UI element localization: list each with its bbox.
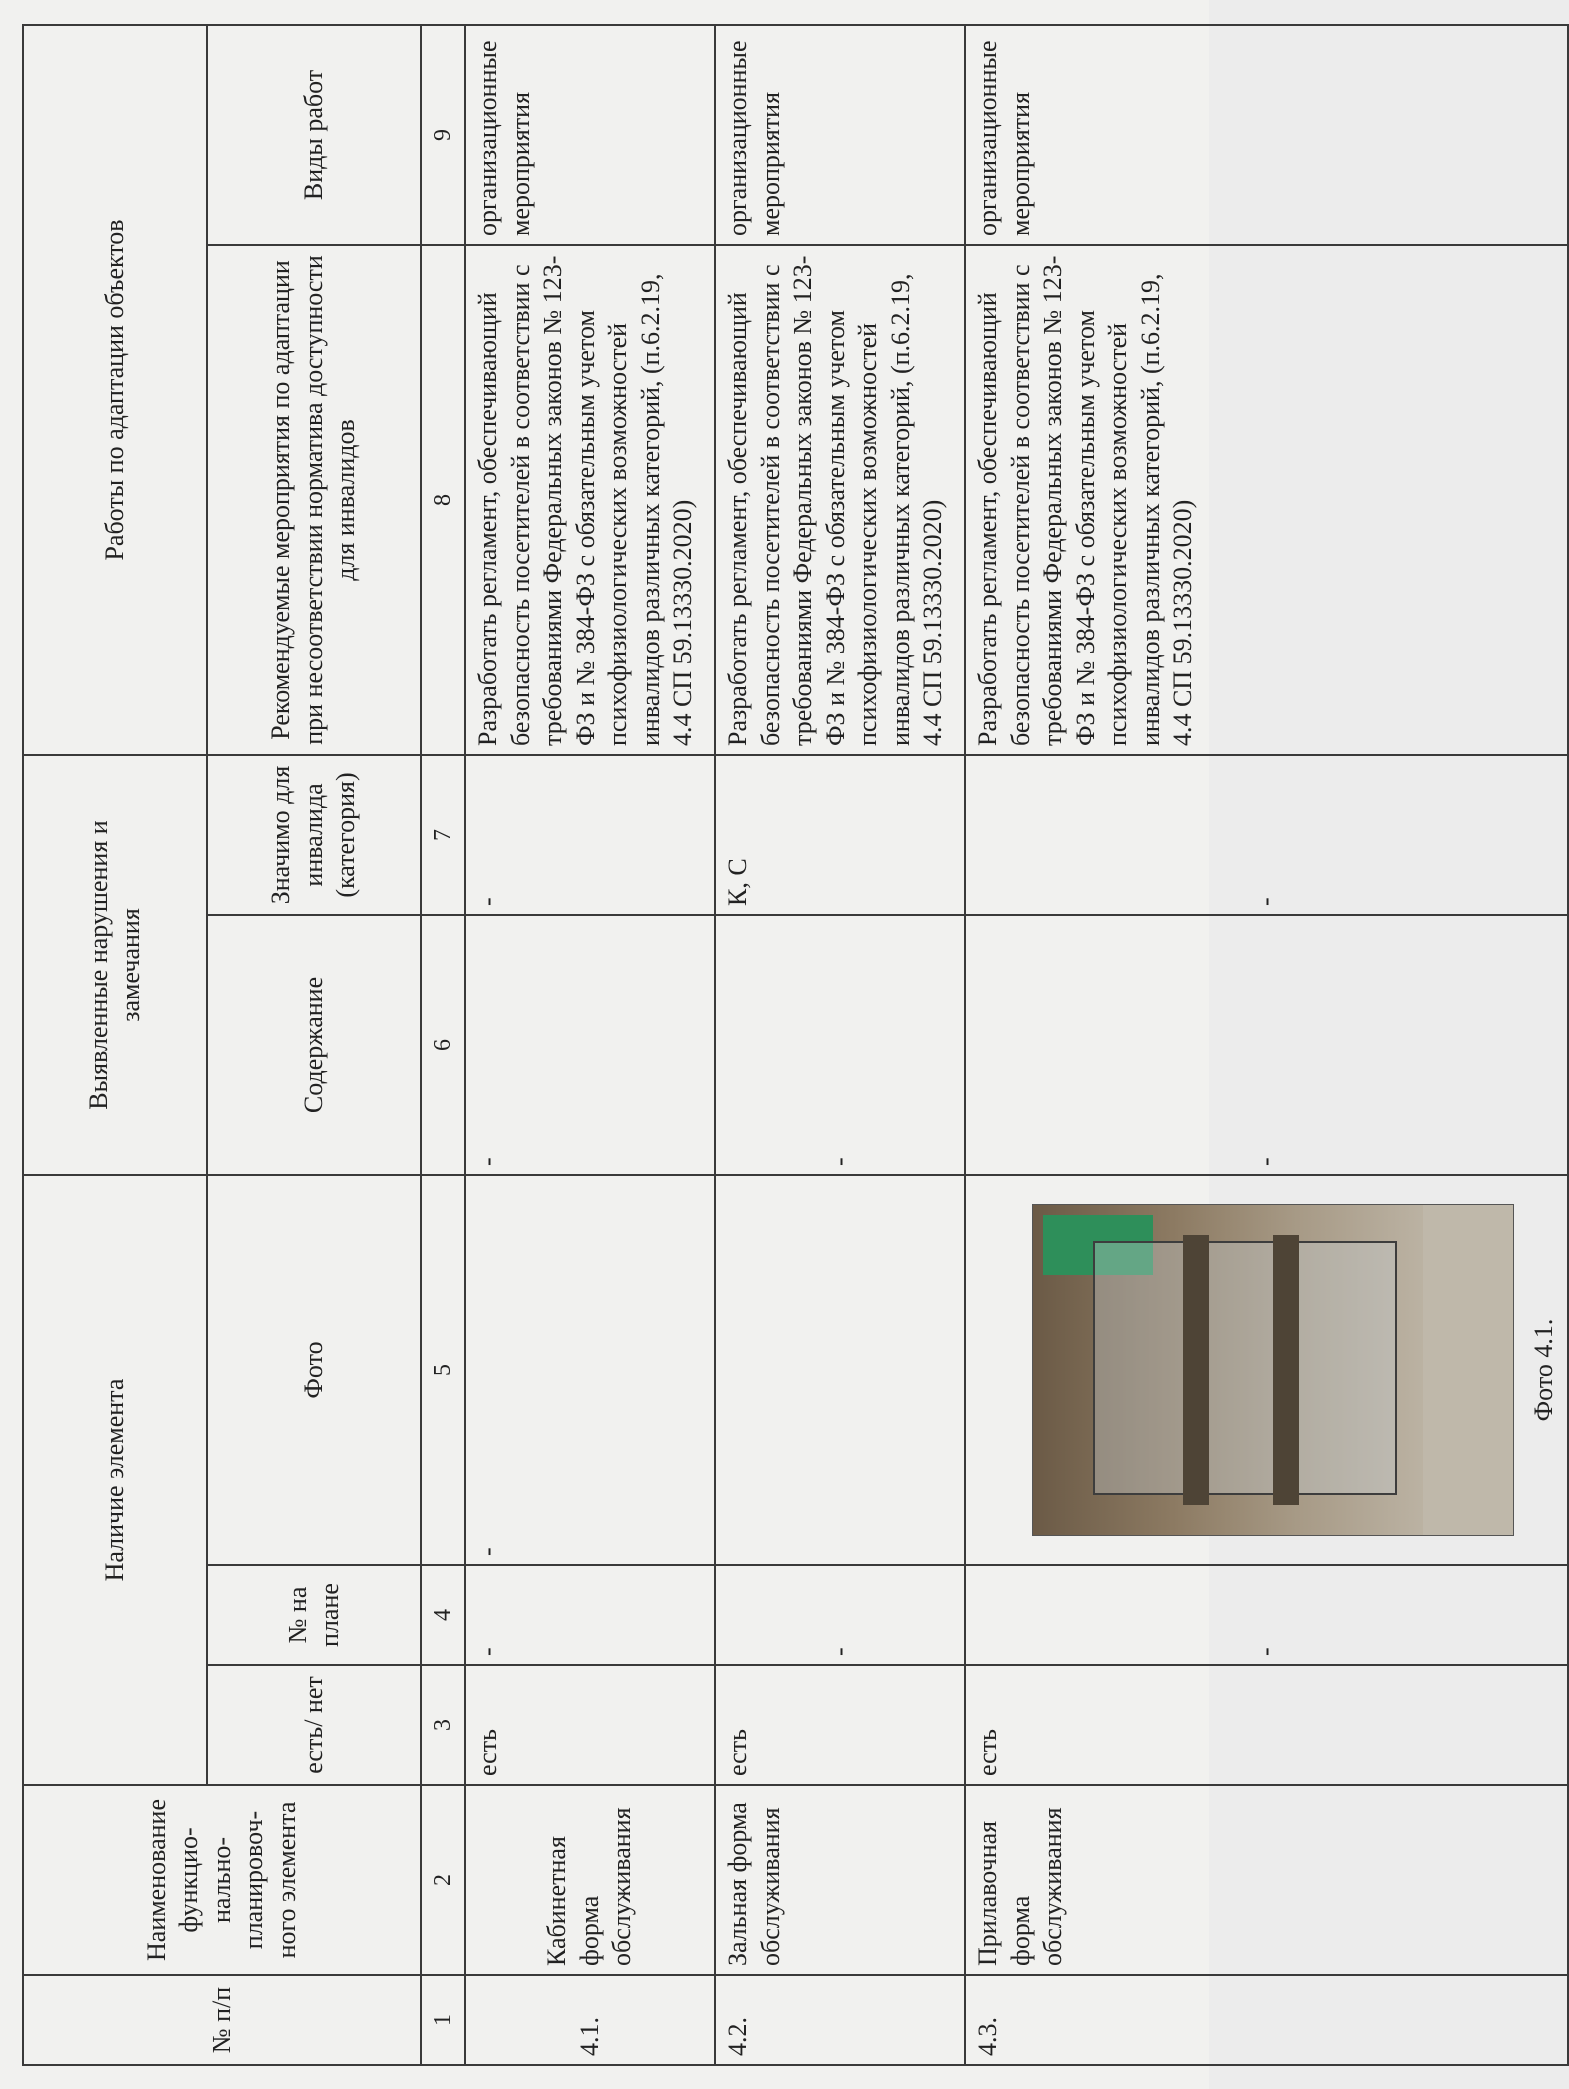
photo-detail	[1183, 1235, 1209, 1505]
photo-detail	[1273, 1235, 1299, 1505]
header-photo: Фото	[207, 1175, 421, 1565]
table-row	[965, 25, 1568, 2065]
column-number: 6	[421, 915, 465, 1175]
row-number: 4.1.	[465, 1975, 715, 2065]
header-work-type: Виды работ	[207, 25, 421, 245]
work-type: организационные мероприятия	[465, 25, 715, 245]
column-number: 1	[421, 1975, 465, 2065]
work-type: организационные мероприятия	[715, 25, 965, 245]
recommendation-text: Разработать регламент, обеспечивающий безопасность посетителей в соответствии с требованиями Федеральных законов № 123-ФЗ и № 384-ФЗ с обязательным учетом психофизиологических возможностей инвалидов различных категорий, (п.6.2.19, 4.4 СП 59.13330.2020)	[465, 245, 715, 755]
column-number: 3	[421, 1665, 465, 1785]
presence-value: есть	[965, 1665, 1568, 1785]
header-group-works: Работы по адаптации объектов	[23, 25, 207, 755]
header-category: Значимо для инвалида (категория)	[207, 755, 421, 915]
element-name: Кабинетная форма обслуживания	[465, 1785, 715, 1975]
column-number: 5	[421, 1175, 465, 1565]
photo-cell	[965, 1175, 1568, 1565]
violation-content: -	[715, 915, 965, 1175]
violation-content: -	[965, 915, 1568, 1175]
plan-number: -	[965, 1565, 1568, 1665]
table-row	[715, 25, 965, 2065]
plan-number: -	[715, 1565, 965, 1665]
element-name: Прилавочная форма обслуживания	[965, 1785, 1568, 1975]
photo-cell: -	[465, 1175, 715, 1565]
photo-detail	[1423, 1205, 1513, 1535]
row-number: 4.3.	[965, 1975, 1568, 2065]
plan-number: -	[465, 1565, 715, 1665]
column-number-row	[421, 25, 465, 2065]
column-number: 4	[421, 1565, 465, 1665]
column-number: 8	[421, 245, 465, 755]
header-present: есть/ нет	[207, 1665, 421, 1785]
disability-category: -	[465, 755, 715, 915]
service-counter-photo	[1032, 1204, 1514, 1536]
photo-block	[972, 1184, 1561, 1556]
recommendation-text: Разработать регламент, обеспечивающий безопасность посетителей в соответствии с требованиями Федеральных законов № 123-ФЗ и № 384-ФЗ с обязательным учетом психофизиологических возможностей инвалидов различных категорий, (п.6.2.19, 4.4 СП 59.13330.2020)	[965, 245, 1568, 755]
work-type: организационные мероприятия	[965, 25, 1568, 245]
accessibility-table	[22, 24, 1569, 2066]
header-recommendation: Рекомендуемые мероприятия по адаптации при несоответствии норматива доступности для инвалидов	[207, 245, 421, 755]
presence-value: есть	[465, 1665, 715, 1785]
header-group-violations: Выявленные нарушения и замечания	[23, 755, 207, 1175]
header-group-presence: Наличие элемента	[23, 1175, 207, 1785]
header-row-sub	[207, 25, 421, 2065]
header-num: № п/п	[23, 1975, 421, 2065]
element-name: Зальная форма обслуживания	[715, 1785, 965, 1975]
header-plan-number: № на плане	[207, 1565, 421, 1665]
photo-cell	[715, 1175, 965, 1565]
column-number: 7	[421, 755, 465, 915]
table-row	[465, 25, 715, 2065]
header-content: Содержание	[207, 915, 421, 1175]
presence-value: есть	[715, 1665, 965, 1785]
row-number: 4.2.	[715, 1975, 965, 2065]
column-number: 9	[421, 25, 465, 245]
header-element-name: Наименование функцио-нально-планировоч-ного элемента	[23, 1785, 421, 1975]
violation-content: -	[465, 915, 715, 1175]
photo-caption: Фото 4.1.	[1529, 1318, 1558, 1422]
header-row-top	[23, 25, 207, 2065]
column-number: 2	[421, 1785, 465, 1975]
photo-detail	[1093, 1241, 1397, 1495]
disability-category: -	[965, 755, 1568, 915]
recommendation-text: Разработать регламент, обеспечивающий безопасность посетителей в соответствии с требованиями Федеральных законов № 123-ФЗ и № 384-ФЗ с обязательным учетом психофизиологических возможностей инвалидов различных категорий, (п.6.2.19, 4.4 СП 59.13330.2020)	[715, 245, 965, 755]
rotated-table-sheet	[22, 26, 1558, 2066]
disability-category: К, С	[715, 755, 965, 915]
